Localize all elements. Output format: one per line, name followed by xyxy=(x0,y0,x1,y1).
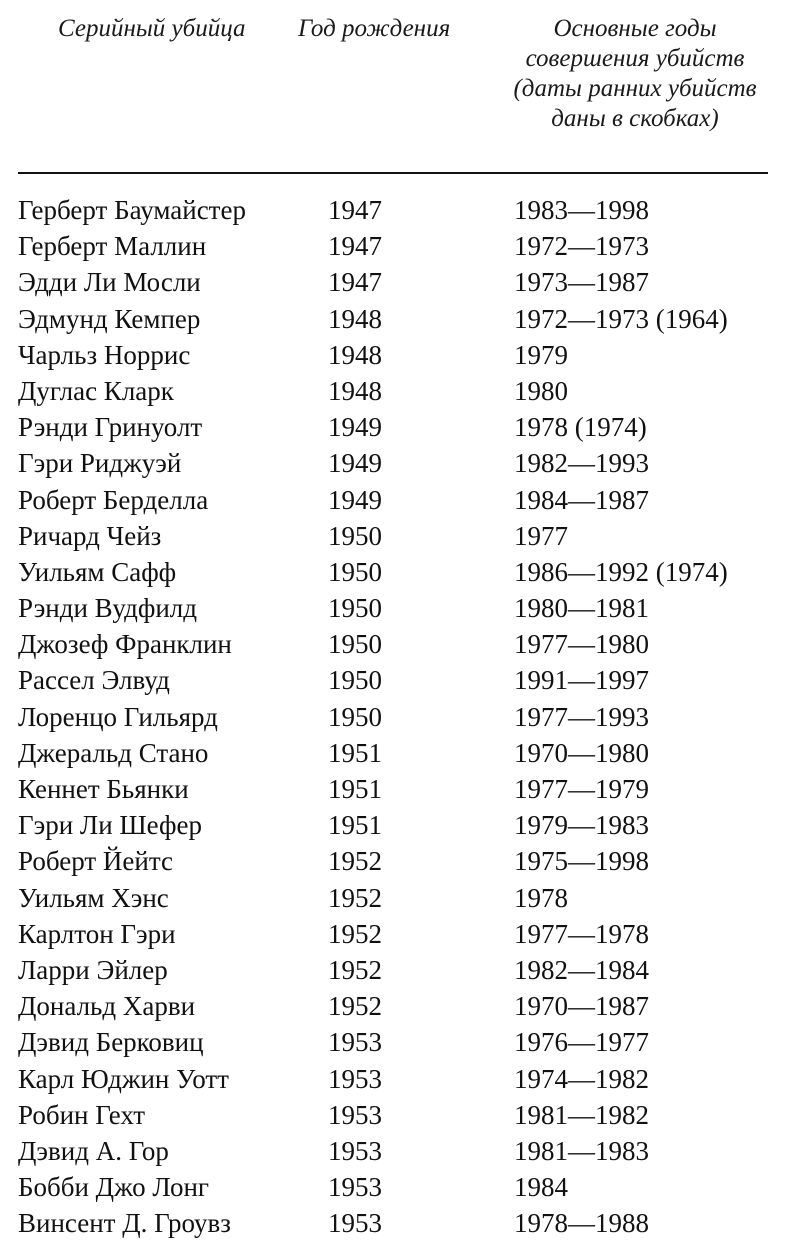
column-header-murder-years xyxy=(480,14,790,134)
table-row xyxy=(0,1133,790,1169)
cell-killer-name: Роберт Йейтс xyxy=(18,846,173,877)
table-row xyxy=(0,1097,790,1133)
cell-killer-name: Эдди Ли Мосли xyxy=(18,267,201,298)
column-header-line: даны в скобках) xyxy=(551,105,719,132)
cell-killer-name: Джозеф Франклин xyxy=(18,629,232,660)
cell-killer-name: Гэри Ли Шефер xyxy=(18,810,202,841)
cell-murder-years: 1978 xyxy=(514,882,568,913)
table-row xyxy=(0,662,790,698)
column-header-line: совершения убийств xyxy=(525,45,745,72)
cell-killer-name: Винсент Д. Гроувз xyxy=(18,1208,231,1239)
cell-murder-years: 1980 xyxy=(514,375,568,406)
cell-killer-name: Уильям Хэнс xyxy=(18,882,169,913)
cell-birth-year: 1948 xyxy=(328,339,382,370)
cell-killer-name: Дуглас Кларк xyxy=(18,375,174,406)
cell-murder-years: 1970—1980 xyxy=(514,737,649,768)
table-row xyxy=(0,409,790,445)
cell-murder-years: 1974—1982 xyxy=(514,1063,649,1094)
cell-killer-name: Дональд Харви xyxy=(18,991,196,1022)
cell-killer-name: Чарльз Норрис xyxy=(18,339,191,370)
cell-birth-year: 1953 xyxy=(328,1172,382,1203)
cell-killer-name: Джеральд Стано xyxy=(18,737,209,768)
cell-birth-year: 1953 xyxy=(328,1027,382,1058)
table-row xyxy=(0,626,790,662)
cell-killer-name: Бобби Джо Лонг xyxy=(18,1172,209,1203)
column-header-birth-year: Год рождения xyxy=(298,15,451,42)
cell-killer-name: Рассел Элвуд xyxy=(18,665,170,696)
cell-murder-years: 1977—1978 xyxy=(514,918,649,949)
cell-birth-year: 1949 xyxy=(328,484,382,515)
table-row xyxy=(0,699,790,735)
cell-birth-year: 1952 xyxy=(328,846,382,877)
table-row xyxy=(0,988,790,1024)
cell-murder-years: 1973—1987 xyxy=(514,267,649,298)
table-row xyxy=(0,1024,790,1060)
cell-birth-year: 1953 xyxy=(328,1063,382,1094)
cell-murder-years: 1982—1993 xyxy=(514,448,649,479)
cell-birth-year: 1950 xyxy=(328,701,382,732)
cell-birth-year: 1953 xyxy=(328,1208,382,1239)
cell-birth-year: 1953 xyxy=(328,1135,382,1166)
cell-murder-years: 1972—1973 xyxy=(514,231,649,262)
cell-murder-years: 1981—1982 xyxy=(514,1099,649,1130)
table-row xyxy=(0,518,790,554)
table-row xyxy=(0,807,790,843)
cell-killer-name: Дэвид А. Гор xyxy=(18,1135,169,1166)
column-header-line: (даты ранних убийств xyxy=(513,75,757,102)
cell-murder-years: 1981—1983 xyxy=(514,1135,649,1166)
table-row xyxy=(0,482,790,518)
table-row xyxy=(0,1205,790,1241)
table-row xyxy=(0,952,790,988)
cell-murder-years: 1984 xyxy=(514,1172,568,1203)
cell-birth-year: 1948 xyxy=(328,375,382,406)
cell-murder-years: 1984—1987 xyxy=(514,484,649,515)
cell-killer-name: Рэнди Вудфилд xyxy=(18,593,198,624)
table-row xyxy=(0,1061,790,1097)
cell-murder-years: 1977—1993 xyxy=(514,701,649,732)
cell-murder-years: 1977 xyxy=(514,520,568,551)
cell-killer-name: Эдмунд Кемпер xyxy=(18,303,201,334)
table-row xyxy=(0,1169,790,1205)
cell-murder-years: 1991—1997 xyxy=(514,665,649,696)
cell-birth-year: 1950 xyxy=(328,629,382,660)
cell-killer-name: Кеннет Бьянки xyxy=(18,774,189,804)
cell-birth-year: 1952 xyxy=(328,882,382,913)
cell-killer-name: Карлтон Гэри xyxy=(18,918,176,949)
cell-birth-year: 1950 xyxy=(328,593,382,624)
cell-killer-name: Герберт Маллин xyxy=(18,231,207,262)
cell-birth-year: 1948 xyxy=(328,303,382,334)
cell-killer-name: Лоренцо Гильярд xyxy=(18,701,218,732)
cell-birth-year: 1947 xyxy=(328,267,382,298)
table-row xyxy=(0,337,790,373)
cell-birth-year: 1950 xyxy=(328,665,382,696)
cell-birth-year: 1949 xyxy=(328,412,382,443)
cell-killer-name: Робин Гехт xyxy=(18,1099,146,1130)
cell-murder-years: 1982—1984 xyxy=(514,954,649,985)
cell-birth-year: 1947 xyxy=(328,195,382,225)
cell-murder-years: 1972—1973 (1964) xyxy=(514,303,728,334)
cell-murder-years: 1979 xyxy=(514,339,568,370)
cell-birth-year: 1950 xyxy=(328,520,382,551)
table-row xyxy=(0,445,790,481)
cell-birth-year: 1951 xyxy=(328,810,382,841)
cell-murder-years: 1975—1998 xyxy=(514,846,649,877)
cell-murder-years: 1979—1983 xyxy=(514,810,649,841)
table-row xyxy=(0,590,790,626)
cell-killer-name: Уильям Сафф xyxy=(18,556,177,587)
table-body xyxy=(0,192,790,1241)
table-row xyxy=(0,843,790,879)
table-row xyxy=(0,192,790,228)
table-row xyxy=(0,771,790,807)
cell-killer-name: Рэнди Гринуолт xyxy=(18,412,203,443)
cell-birth-year: 1952 xyxy=(328,954,382,985)
cell-murder-years: 1978—1988 xyxy=(514,1208,649,1239)
cell-murder-years: 1980—1981 xyxy=(514,593,649,624)
table-row xyxy=(0,554,790,590)
cell-killer-name: Гэри Риджуэй xyxy=(18,448,182,479)
table-row xyxy=(0,735,790,771)
cell-killer-name: Карл Юджин Уотт xyxy=(18,1063,229,1094)
cell-killer-name: Герберт Баумайстер xyxy=(18,195,246,225)
cell-murder-years: 1977—1980 xyxy=(514,629,649,660)
cell-killer-name: Ларри Эйлер xyxy=(18,954,168,985)
table-row xyxy=(0,916,790,952)
header-divider xyxy=(18,172,768,174)
cell-murder-years: 1976—1977 xyxy=(514,1027,649,1058)
cell-birth-year: 1951 xyxy=(328,774,382,804)
cell-birth-year: 1949 xyxy=(328,448,382,479)
cell-killer-name: Дэвид Берковиц xyxy=(18,1027,204,1058)
cell-murder-years: 1977—1979 xyxy=(514,774,649,804)
column-header-killer: Серийный убийца xyxy=(58,15,246,42)
cell-killer-name: Ричард Чейз xyxy=(18,520,162,551)
table-row xyxy=(0,880,790,916)
cell-birth-year: 1952 xyxy=(328,918,382,949)
cell-birth-year: 1951 xyxy=(328,737,382,768)
table-row xyxy=(0,264,790,300)
table-row xyxy=(0,228,790,264)
cell-killer-name: Роберт Берделла xyxy=(18,484,209,515)
cell-murder-years: 1970—1987 xyxy=(514,991,649,1022)
cell-murder-years: 1983—1998 xyxy=(514,195,649,225)
table-row xyxy=(0,373,790,409)
column-header-line: Основные годы xyxy=(553,15,717,42)
cell-birth-year: 1953 xyxy=(328,1099,382,1130)
cell-birth-year: 1950 xyxy=(328,556,382,587)
cell-birth-year: 1947 xyxy=(328,231,382,262)
cell-birth-year: 1952 xyxy=(328,991,382,1022)
cell-murder-years: 1986—1992 (1974) xyxy=(514,556,728,587)
table-row xyxy=(0,301,790,337)
cell-murder-years: 1978 (1974) xyxy=(514,412,647,443)
